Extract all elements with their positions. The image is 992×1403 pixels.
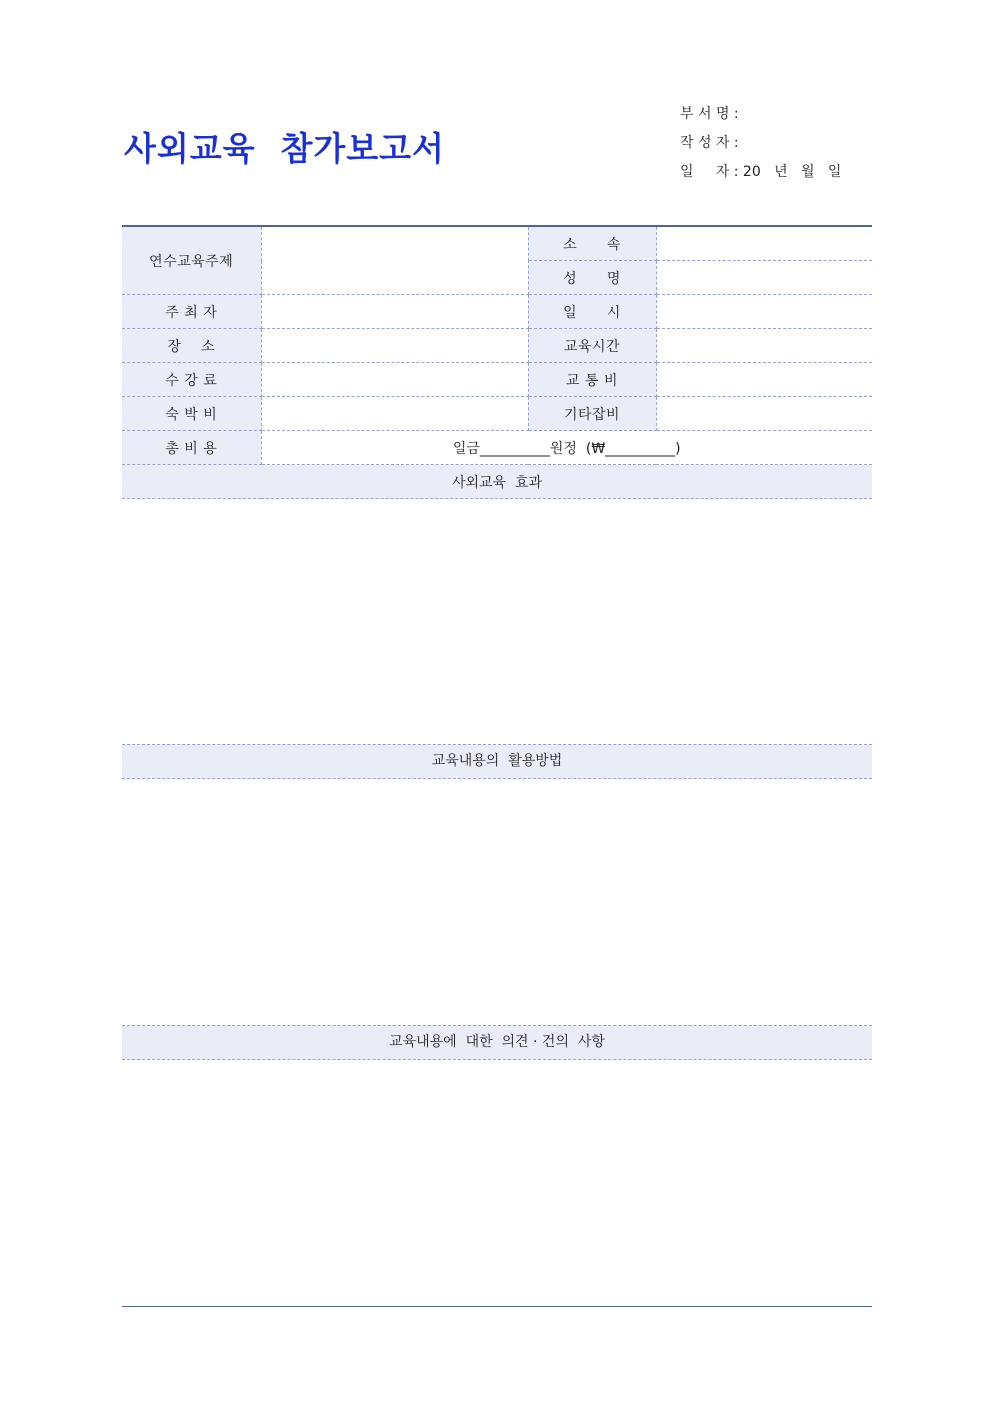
transport-value[interactable]	[656, 363, 872, 397]
table-row	[122, 329, 872, 363]
host-label: 주 최 자	[122, 295, 261, 329]
affiliation-label: 소 속	[528, 227, 656, 261]
usage-content-area[interactable]	[122, 779, 872, 1025]
table-row	[122, 397, 872, 431]
place-label: 장 소	[122, 329, 261, 363]
name-label: 성 명	[528, 261, 656, 295]
fee-label: 수 강 료	[122, 363, 261, 397]
section-header-effect: 사외교육 효과	[122, 465, 872, 499]
table-row	[122, 227, 872, 261]
topic-value[interactable]	[261, 227, 528, 295]
section-header-usage: 교육내용의 활용방법	[122, 744, 872, 779]
datetime-value[interactable]	[656, 295, 872, 329]
header-meta	[680, 100, 841, 187]
opinion-content-area[interactable]	[122, 1060, 872, 1300]
affiliation-value[interactable]	[656, 227, 872, 261]
hours-value[interactable]	[656, 329, 872, 363]
date-field: 일 자 : 20 년 월 일	[680, 164, 842, 180]
department-field: 부 서 명 :	[680, 106, 739, 122]
total-label: 총 비 용	[122, 431, 261, 465]
bottom-divider	[122, 1306, 872, 1307]
name-value[interactable]	[656, 261, 872, 295]
host-value[interactable]	[261, 295, 528, 329]
table-row	[122, 465, 872, 499]
transport-label: 교 통 비	[528, 363, 656, 397]
section-header-opinion: 교육내용에 대한 의견 · 건의 사항	[122, 1025, 872, 1060]
effect-content-area[interactable]	[122, 498, 872, 744]
lodging-value[interactable]	[261, 397, 528, 431]
table-row	[122, 363, 872, 397]
misc-label: 기타잡비	[528, 397, 656, 431]
fee-value[interactable]	[261, 363, 528, 397]
lodging-label: 숙 박 비	[122, 397, 261, 431]
document-title: 사외교육 참가보고서	[124, 129, 445, 168]
total-value[interactable]: 일금__________원정 (₩__________)	[261, 431, 872, 465]
hours-label: 교육시간	[528, 329, 656, 363]
datetime-label: 일 시	[528, 295, 656, 329]
table-row	[122, 431, 872, 465]
topic-label: 연수교육주제	[122, 227, 261, 295]
author-field: 작 성 자 :	[680, 135, 739, 151]
table-row	[122, 295, 872, 329]
info-table	[122, 227, 872, 499]
misc-value[interactable]	[656, 397, 872, 431]
place-value[interactable]	[261, 329, 528, 363]
